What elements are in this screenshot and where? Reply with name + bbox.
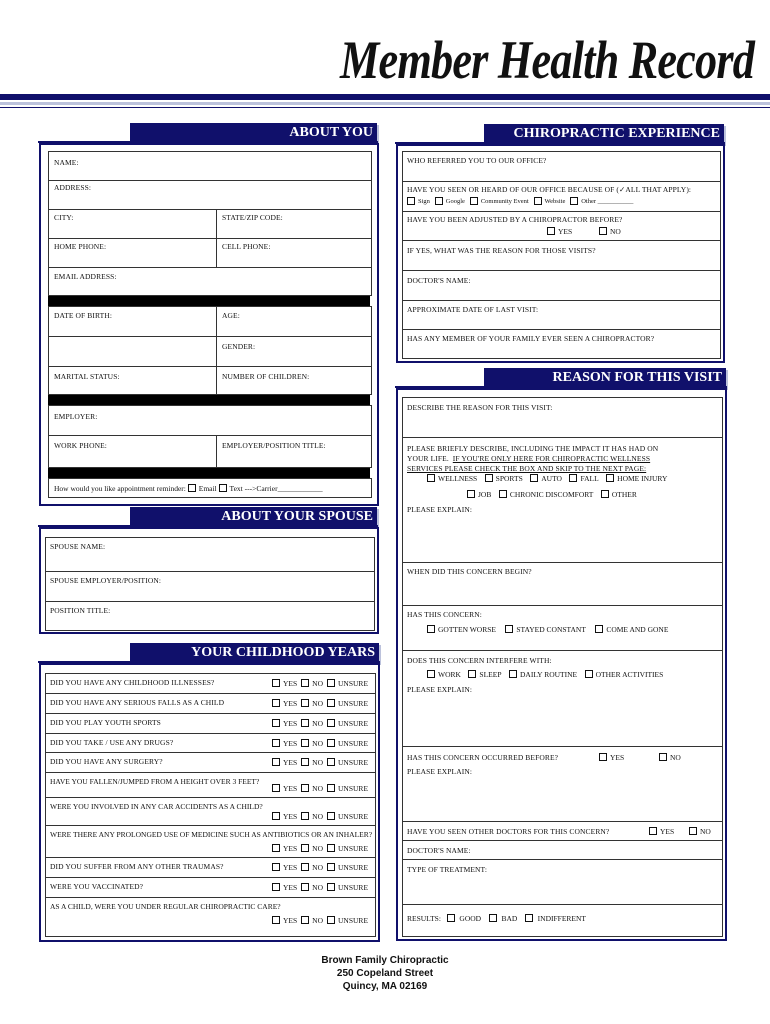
yes-label: YES	[660, 827, 675, 836]
when-label: WHEN DID THIS CONCERN BEGIN?	[407, 567, 532, 576]
footer-city: Quincy, MA 02169	[342, 981, 428, 992]
no-checkbox[interactable]	[301, 758, 309, 766]
spouse-box	[45, 537, 375, 631]
heard-row	[403, 182, 720, 212]
personal-box	[48, 306, 372, 395]
good-checkbox[interactable]	[447, 914, 455, 922]
results-row	[403, 905, 722, 938]
no-label: NO	[670, 753, 681, 762]
wellness-checkbox[interactable]	[427, 474, 435, 482]
yes-no-unsure-options	[272, 739, 372, 749]
spouse-employer-field[interactable]	[46, 572, 374, 602]
childhood-question-label: DID YOU HAVE ANY SERIOUS FALLS AS A CHILD	[50, 698, 225, 707]
auto-label: AUTO	[541, 474, 562, 483]
unsure-label: UNSURE	[338, 679, 369, 688]
adjusted-no	[599, 227, 621, 237]
other-docs-yes	[649, 827, 674, 837]
impact-line-2a: YOUR LIFE.	[407, 454, 449, 463]
no-checkbox[interactable]	[301, 719, 309, 727]
yes-checkbox[interactable]	[272, 739, 280, 747]
no-checkbox[interactable]	[301, 844, 309, 852]
describe-label: DESCRIBE THE REASON FOR THIS VISIT:	[407, 403, 553, 412]
childhood-section	[39, 663, 380, 942]
childhood-question-label: HAVE YOU FALLEN/JUMPED FROM A HEIGHT OVER 3 FEET?	[50, 777, 260, 786]
unsure-checkbox[interactable]	[327, 739, 335, 747]
reminder-label: How would you like appointment reminder:	[54, 484, 186, 493]
auto-checkbox[interactable]	[530, 474, 538, 482]
no-label: NO	[312, 812, 324, 821]
yes-no-unsure-options	[272, 719, 372, 729]
no-checkbox[interactable]	[301, 699, 309, 707]
about-you-section	[39, 143, 379, 506]
other-doctor-field[interactable]	[403, 841, 722, 860]
dob-label: DATE OF BIRTH:	[54, 311, 113, 320]
chronic-label: CHRONIC DISCOMFORT	[509, 490, 594, 499]
referred-label: WHO REFERRED YOU TO OUR OFFICE?	[407, 156, 547, 165]
yes-label: YES	[283, 844, 298, 853]
has-concern-label: HAS THIS CONCERN:	[407, 610, 482, 619]
childhood-question-label: DID YOU HAVE ANY SURGERY?	[50, 757, 163, 766]
children-label: NUMBER OF CHILDREN:	[222, 372, 310, 381]
marital-label: MARITAL STATUS:	[54, 372, 120, 381]
good-label: GOOD	[459, 914, 482, 923]
impact-block	[403, 438, 722, 563]
impact-line-2b: IF YOU'RE ONLY HERE FOR CHIROPRACTIC WELLNESS	[452, 454, 651, 463]
yes-checkbox[interactable]	[272, 844, 280, 852]
spouse-name-label: SPOUSE NAME:	[50, 542, 106, 551]
unsure-label: UNSURE	[338, 719, 369, 728]
google-label: Google	[445, 198, 465, 205]
home-injury-checkbox[interactable]	[606, 474, 614, 482]
chronic-checkbox[interactable]	[499, 490, 507, 498]
no-label: NO	[312, 679, 324, 688]
unsure-checkbox[interactable]	[327, 883, 335, 891]
adjusted-no-checkbox[interactable]	[599, 227, 607, 235]
email-option-label: Email	[198, 484, 217, 493]
constant-checkbox[interactable]	[505, 625, 513, 633]
other-activities-label: OTHER ACTIVITIES	[595, 670, 664, 679]
impact-options-1	[427, 474, 667, 484]
yes-checkbox[interactable]	[272, 812, 280, 820]
no-label: NO	[312, 916, 324, 925]
impact-line-1: PLEASE BRIEFLY DESCRIBE, INCLUDING THE IMPACT IT HAS HAD ON	[407, 444, 659, 453]
unsure-label: UNSURE	[338, 844, 369, 853]
other-checkbox[interactable]	[570, 197, 578, 205]
yes-checkbox[interactable]	[272, 883, 280, 891]
childhood-question-row	[46, 694, 375, 714]
childhood-question-row	[46, 674, 375, 694]
chiro-doctor-label: DOCTOR'S NAME:	[407, 276, 471, 285]
gender-row	[49, 337, 371, 367]
chiro-header: CHIROPRACTIC EXPERIENCE	[484, 124, 724, 144]
childhood-question-label: WERE YOU INVOLVED IN ANY CAR ACCIDENTS AS A CHILD?	[50, 802, 263, 811]
phone-row	[49, 239, 371, 268]
website-label: Website	[544, 198, 566, 205]
chiro-doctor-field[interactable]	[403, 271, 720, 301]
separator-bar	[48, 395, 370, 405]
no-checkbox[interactable]	[301, 679, 309, 687]
sign-checkbox[interactable]	[407, 197, 415, 205]
address-field[interactable]	[49, 181, 371, 210]
unsure-label: UNSURE	[338, 883, 369, 892]
yes-no-unsure-options	[272, 883, 372, 893]
no-label: NO	[312, 844, 324, 853]
separator-bar	[48, 296, 370, 306]
unsure-label: UNSURE	[338, 739, 369, 748]
yes-label: YES	[283, 739, 298, 748]
unsure-label: UNSURE	[338, 863, 369, 872]
heard-label: HAVE YOU SEEN OR HEARD OF OUR OFFICE BECAUSE OF (✓ALL THAT APPLY):	[407, 185, 692, 194]
other-docs-yes-checkbox[interactable]	[649, 827, 657, 835]
spouse-position-field[interactable]	[46, 602, 374, 632]
adjusted-yes	[547, 227, 572, 237]
adjusted-label: HAVE YOU BEEN ADJUSTED BY A CHIROPRACTOR BEFORE?	[407, 215, 623, 224]
yes-no-unsure-options	[272, 758, 372, 768]
has-concern-row	[403, 606, 722, 651]
occurred-label: HAS THIS CONCERN OCCURRED BEFORE?	[407, 753, 559, 762]
adjusted-yes-checkbox[interactable]	[547, 227, 555, 235]
occurred-yes	[599, 753, 624, 763]
other-docs-no-checkbox[interactable]	[689, 827, 697, 835]
name-field[interactable]	[49, 152, 371, 181]
unsure-checkbox[interactable]	[327, 699, 335, 707]
work-phone-label: WORK PHONE:	[54, 441, 107, 450]
website-checkbox[interactable]	[534, 197, 542, 205]
unsure-label: UNSURE	[338, 812, 369, 821]
yes-checkbox[interactable]	[272, 699, 280, 707]
work-checkbox[interactable]	[427, 670, 435, 678]
childhood-header: YOUR CHILDHOOD YEARS	[130, 643, 379, 663]
about-you-header: ABOUT YOU	[130, 123, 377, 143]
spouse-position-label: POSITION TITLE:	[50, 606, 111, 615]
yes-checkbox[interactable]	[272, 916, 280, 924]
employer-label: EMPLOYER:	[54, 412, 98, 421]
spouse-header: ABOUT YOUR SPOUSE	[130, 507, 377, 527]
indifferent-checkbox[interactable]	[525, 914, 533, 922]
work-label: WORK	[438, 670, 461, 679]
sports-checkbox[interactable]	[485, 474, 493, 482]
childhood-question-row	[46, 714, 375, 734]
childhood-question-label: WERE YOU VACCINATED?	[50, 882, 144, 891]
yes-checkbox[interactable]	[272, 679, 280, 687]
unsure-checkbox[interactable]	[327, 916, 335, 924]
results-label: RESULTS:	[407, 914, 441, 923]
yes-no-unsure-options	[272, 699, 372, 709]
childhood-question-label: WERE THERE ANY PROLONGED USE OF MEDICINE SUCH AS ANTIBIOTICS OR AN INHALER?	[50, 830, 373, 839]
results-line	[407, 914, 586, 924]
community-event-label: Community Event	[480, 198, 529, 205]
other-docs-label: HAVE YOU SEEN OTHER DOCTORS FOR THIS CONCERN?	[407, 827, 610, 836]
chiro-box	[402, 151, 721, 359]
sleep-checkbox[interactable]	[468, 670, 476, 678]
reason-visits-field[interactable]	[403, 241, 720, 271]
childhood-question-row	[46, 798, 375, 826]
unsure-label: UNSURE	[338, 758, 369, 767]
adjusted-row	[403, 212, 720, 241]
marital-row	[49, 367, 371, 396]
yes-checkbox[interactable]	[272, 863, 280, 871]
impact-options-2	[467, 490, 637, 500]
no-label: NO	[312, 784, 324, 793]
yes-checkbox[interactable]	[272, 784, 280, 792]
job-label: JOB	[478, 490, 492, 499]
interfere-options	[427, 670, 663, 680]
indifferent-label: INDIFFERENT	[537, 914, 587, 923]
position-title-label: EMPLOYER/POSITION TITLE:	[222, 441, 326, 450]
other-reason-checkbox[interactable]	[601, 490, 609, 498]
footer-street: 250 Copeland Street	[336, 968, 434, 979]
yes-label: YES	[283, 916, 298, 925]
sleep-label: SLEEP	[479, 670, 502, 679]
no-label: NO	[700, 827, 711, 836]
childhood-question-label: DID YOU HAVE ANY CHILDHOOD ILLNESSES?	[50, 678, 215, 687]
interfere-label: DOES THIS CONCERN INTERFERE WITH:	[407, 656, 552, 665]
spouse-employer-label: SPOUSE EMPLOYER/POSITION:	[50, 576, 162, 585]
other-reason-label: OTHER	[611, 490, 637, 499]
impact-line-2	[407, 454, 650, 464]
occurred-no	[659, 753, 681, 763]
no-checkbox[interactable]	[301, 916, 309, 924]
no-label: NO	[610, 227, 621, 236]
email-field[interactable]	[49, 268, 371, 297]
google-checkbox[interactable]	[435, 197, 443, 205]
yes-no-unsure-options	[272, 784, 372, 794]
yes-label: YES	[610, 753, 625, 762]
reason-visits-label: IF YES, WHAT WAS THE REASON FOR THOSE VISITS?	[407, 246, 596, 255]
no-label: NO	[312, 719, 324, 728]
heard-options	[407, 197, 633, 207]
job-checkbox[interactable]	[467, 490, 475, 498]
reason-header: REASON FOR THIS VISIT	[484, 368, 726, 388]
reason-section	[396, 388, 727, 941]
gender-label: GENDER:	[222, 342, 256, 351]
referred-field[interactable]	[403, 152, 720, 182]
occurred-row	[403, 747, 722, 822]
title-rule-thin	[0, 107, 770, 108]
daily-routine-label: DAILY ROUTINE	[520, 670, 578, 679]
age-label: AGE:	[222, 311, 240, 320]
yes-label: YES	[283, 679, 298, 688]
unsure-label: UNSURE	[338, 699, 369, 708]
dob-age-row	[49, 307, 371, 337]
yes-no-unsure-options	[272, 916, 372, 926]
impact-line-3: SERVICES PLEASE CHECK THE BOX AND SKIP TO THE NEXT PAGE:	[407, 464, 647, 473]
yes-label: YES	[558, 227, 573, 236]
sign-label: Sign	[418, 198, 430, 205]
occurred-no-checkbox[interactable]	[659, 753, 667, 761]
other-activities-checkbox[interactable]	[585, 670, 593, 678]
childhood-question-label: DID YOU TAKE / USE ANY DRUGS?	[50, 738, 174, 747]
text-option-label: Text --->Carrier____________	[229, 484, 323, 493]
yes-label: YES	[283, 863, 298, 872]
childhood-question-label: AS A CHILD, WERE YOU UNDER REGULAR CHIROPRACTIC CARE?	[50, 902, 281, 911]
no-label: NO	[312, 758, 324, 767]
address-label: ADDRESS:	[54, 183, 92, 192]
childhood-question-label: DID YOU PLAY YOUTH SPORTS	[50, 718, 161, 727]
explain2-label: PLEASE EXPLAIN:	[407, 685, 473, 694]
text-checkbox[interactable]	[219, 484, 227, 492]
childhood-question-row	[46, 734, 375, 753]
city-label: CITY:	[54, 213, 74, 222]
work-box	[48, 405, 372, 468]
other-docs-no	[689, 827, 711, 837]
family-label: HAS ANY MEMBER OF YOUR FAMILY EVER SEEN A CHIROPRACTOR?	[407, 334, 655, 343]
divider	[216, 239, 217, 267]
childhood-box	[45, 673, 376, 937]
email-checkbox[interactable]	[188, 484, 196, 492]
describe-field[interactable]	[403, 398, 722, 438]
childhood-question-row	[46, 878, 375, 898]
contact-box	[48, 151, 372, 296]
childhood-question-row	[46, 858, 375, 878]
unsure-checkbox[interactable]	[327, 719, 335, 727]
family-field[interactable]	[403, 330, 720, 360]
title-rule	[0, 94, 770, 100]
state-zip-label: STATE/ZIP CODE:	[222, 213, 283, 222]
other-label: Other ___________	[581, 198, 634, 205]
yes-label: YES	[283, 812, 298, 821]
email-label: EMAIL ADDRESS:	[54, 272, 117, 281]
spouse-section	[39, 527, 379, 634]
footer-practice-name: Brown Family Chiropractic	[321, 955, 449, 966]
come-and-gone-checkbox[interactable]	[595, 625, 603, 633]
fall-label: FALL	[580, 474, 599, 483]
yes-label: YES	[283, 699, 298, 708]
childhood-question-row	[46, 826, 375, 858]
yes-checkbox[interactable]	[272, 719, 280, 727]
yes-label: YES	[283, 719, 298, 728]
explain-label: PLEASE EXPLAIN:	[407, 505, 473, 514]
occurred-yes-checkbox[interactable]	[599, 753, 607, 761]
explain3-label: PLEASE EXPLAIN:	[407, 767, 473, 776]
bad-label: BAD	[501, 914, 518, 923]
no-checkbox[interactable]	[301, 812, 309, 820]
childhood-question-row	[46, 898, 375, 930]
work-phone-row	[49, 436, 371, 469]
last-visit-field[interactable]	[403, 301, 720, 330]
unsure-checkbox[interactable]	[327, 812, 335, 820]
yes-no-unsure-options	[272, 863, 372, 873]
unsure-checkbox[interactable]	[327, 758, 335, 766]
separator-bar	[48, 468, 370, 478]
home-injury-label: HOME INJURY	[617, 474, 668, 483]
come-and-gone-label: COME AND GONE	[606, 625, 669, 634]
constant-label: STAYED CONSTANT	[516, 625, 586, 634]
unsure-checkbox[interactable]	[327, 784, 335, 792]
yes-checkbox[interactable]	[272, 758, 280, 766]
fall-checkbox[interactable]	[569, 474, 577, 482]
unsure-checkbox[interactable]	[327, 844, 335, 852]
no-label: NO	[312, 863, 324, 872]
when-field[interactable]	[403, 563, 722, 606]
other-doctor-label: DOCTOR'S NAME:	[407, 846, 471, 855]
unsure-label: UNSURE	[338, 916, 369, 925]
no-checkbox[interactable]	[301, 863, 309, 871]
reason-box	[402, 397, 723, 937]
sports-label: SPORTS	[495, 474, 523, 483]
no-checkbox[interactable]	[301, 784, 309, 792]
no-checkbox[interactable]	[301, 883, 309, 891]
worse-label: GOTTEN WORSE	[438, 625, 496, 634]
reminder-line	[54, 484, 323, 494]
childhood-question-row	[46, 773, 375, 798]
no-label: NO	[312, 883, 324, 892]
bad-checkbox[interactable]	[489, 914, 497, 922]
divider	[216, 210, 217, 238]
divider	[216, 307, 217, 336]
last-visit-label: APPROXIMATE DATE OF LAST VISIT:	[407, 305, 539, 314]
chiro-section	[396, 144, 725, 363]
unsure-checkbox[interactable]	[327, 863, 335, 871]
yes-no-unsure-options	[272, 844, 372, 854]
yes-no-unsure-options	[272, 812, 372, 822]
daily-routine-checkbox[interactable]	[509, 670, 517, 678]
yes-label: YES	[283, 758, 298, 767]
no-label: NO	[312, 699, 324, 708]
yes-label: YES	[283, 883, 298, 892]
divider	[216, 436, 217, 469]
reminder-box	[48, 478, 372, 498]
unsure-label: UNSURE	[338, 784, 369, 793]
yes-no-unsure-options	[272, 679, 372, 689]
unsure-checkbox[interactable]	[327, 679, 335, 687]
has-concern-options	[427, 625, 668, 635]
yes-label: YES	[283, 784, 298, 793]
worse-checkbox[interactable]	[427, 625, 435, 633]
interfere-row	[403, 651, 722, 747]
treatment-label: TYPE OF TREATMENT:	[407, 865, 488, 874]
cell-phone-label: CELL PHONE:	[222, 242, 271, 251]
employer-field[interactable]	[49, 406, 371, 436]
city-state-row	[49, 210, 371, 239]
childhood-question-label: DID YOU SUFFER FROM ANY OTHER TRAUMAS?	[50, 862, 224, 871]
wellness-label: WELLNESS	[438, 474, 478, 483]
divider	[216, 367, 217, 396]
title-rule-shadow	[0, 102, 770, 105]
community-event-checkbox[interactable]	[470, 197, 478, 205]
page-title: Member Health Record	[340, 30, 755, 90]
name-label: NAME:	[54, 158, 79, 167]
treatment-field[interactable]	[403, 860, 722, 905]
childhood-question-row	[46, 753, 375, 773]
spouse-name-field[interactable]	[46, 538, 374, 572]
home-phone-label: HOME PHONE:	[54, 242, 107, 251]
other-docs-row	[403, 822, 722, 841]
no-label: NO	[312, 739, 324, 748]
divider	[216, 337, 217, 366]
no-checkbox[interactable]	[301, 739, 309, 747]
